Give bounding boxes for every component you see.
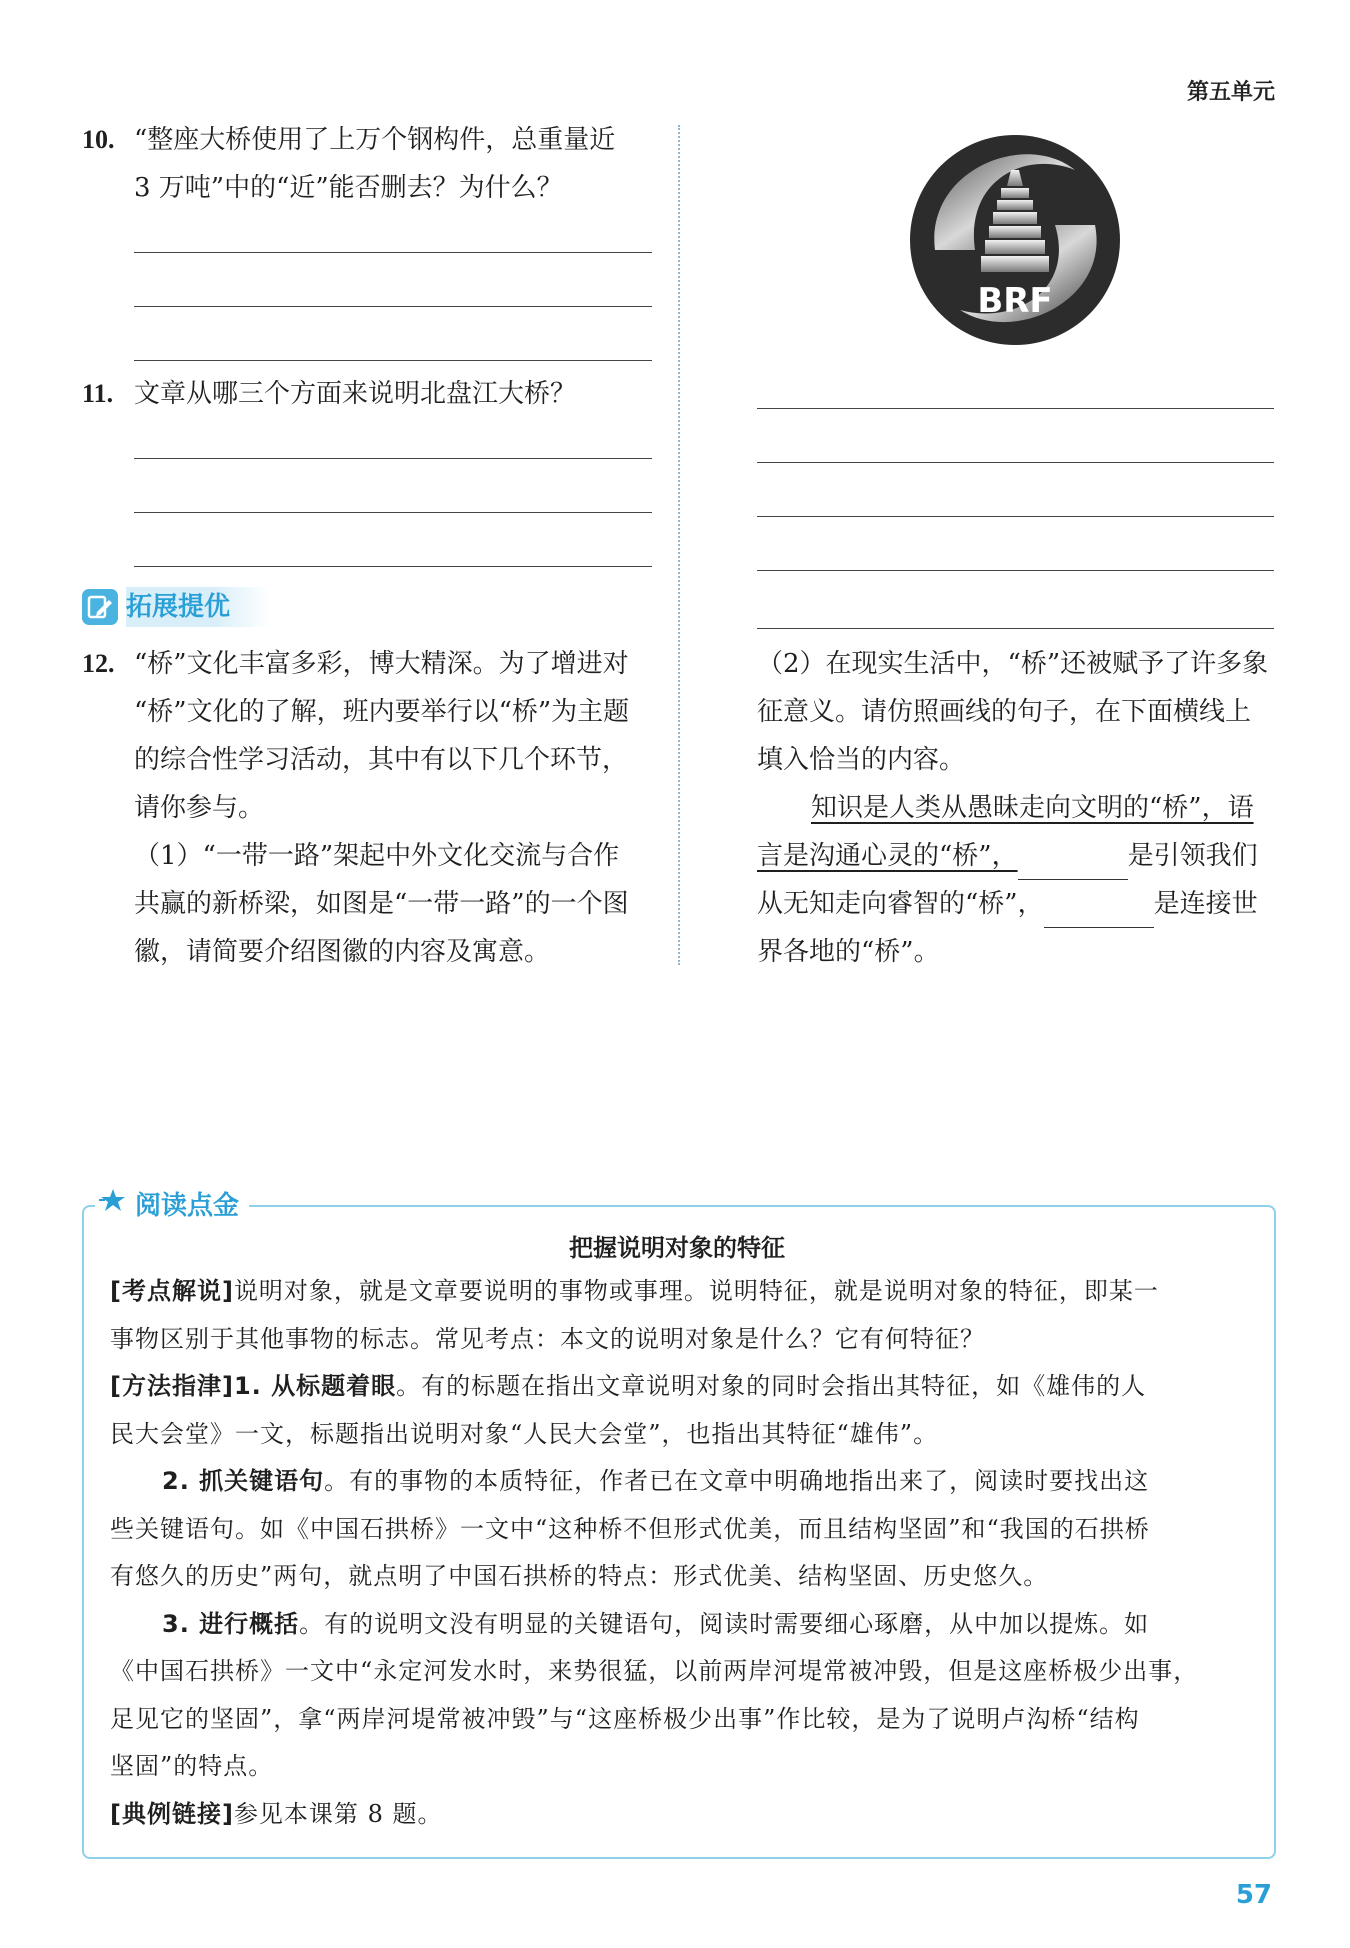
- pencil-icon: [82, 589, 118, 625]
- tag-label: [考点解说]: [110, 1277, 234, 1305]
- tag-label: [方法指津]: [110, 1372, 234, 1400]
- fill-blank[interactable]: [1018, 849, 1128, 880]
- question-text-line: 3 万吨”中的“近”能否删去？为什么？: [134, 173, 563, 203]
- question-text-line: “桥”文化的了解，班内要举行以“桥”为主题: [134, 697, 630, 727]
- sub-question-line: 共赢的新桥梁，如图是“一带一路”的一个图: [134, 889, 629, 919]
- tips-text: 。有的事物的本质特征，作者已在文章中明确地指出来了，阅读时要找出这: [324, 1467, 1150, 1495]
- answer-line[interactable]: [134, 252, 652, 253]
- reading-tips-header: [95, 1185, 249, 1222]
- answer-line[interactable]: [757, 628, 1274, 629]
- question-text-line: “桥”文化丰富多彩，博大精深。为了增进对: [134, 649, 629, 679]
- question-text: 文章从哪三个方面来说明北盘江大桥？: [134, 379, 577, 409]
- answer-line[interactable]: [757, 408, 1274, 409]
- tips-text: 些关键语句。如《中国石拱桥》一文中“这种桥不但形式优美，而且结构坚固”和“我国的石拱桥: [110, 1514, 1150, 1543]
- answer-line[interactable]: [134, 458, 652, 459]
- answer-line[interactable]: [134, 566, 652, 567]
- unit-label: 第五单元: [1186, 80, 1275, 105]
- text-segment: 从无知走向睿智的“桥”，: [757, 889, 1044, 919]
- tips-text: 坚固”的特点。: [110, 1752, 274, 1780]
- answer-line[interactable]: [134, 512, 652, 513]
- question-number: 10.: [82, 125, 115, 154]
- fill-blank[interactable]: [1044, 897, 1154, 928]
- answer-line[interactable]: [757, 462, 1274, 463]
- sub-question-line: （1）“一带一路”架起中外文化交流与合作: [134, 841, 620, 871]
- question-text-line: 请你参与。: [134, 793, 265, 823]
- question-12: [82, 640, 672, 976]
- tips-text: 说明对象，就是文章要说明的事物或事理。说明特征，就是说明对象的特征，即某一: [233, 1277, 1159, 1305]
- section-title: 拓展提优: [126, 587, 270, 627]
- tag-label: [典例链接]: [110, 1799, 234, 1828]
- column-divider: [678, 125, 680, 965]
- sub-question-line: 填入恰当的内容。: [757, 745, 966, 775]
- section-header: [82, 585, 270, 629]
- tips-text: 事物区别于其他事物的标志。常见考点：本文的说明对象是什么？它有何特征？: [110, 1324, 985, 1353]
- answer-line[interactable]: [134, 360, 652, 361]
- question-text-line: 的综合性学习活动，其中有以下几个环节，: [134, 745, 629, 775]
- tips-text: 《中国石拱桥》一文中“永定河发水时，来势很猛，以前两岸河堤常被冲毁，但是这座桥极少出事，: [110, 1657, 1199, 1685]
- reading-tips-title: 阅读点金: [135, 1191, 240, 1221]
- question-number: 12.: [82, 649, 115, 678]
- tips-content: [110, 1268, 1250, 1838]
- method-heading: 2. 抓关键语句: [162, 1467, 325, 1495]
- sub-question-2: [757, 640, 1287, 976]
- text-segment: 是引领我们: [1127, 841, 1258, 871]
- page-number: 57: [1235, 1880, 1272, 1910]
- method-heading: 1. 从标题着眼: [233, 1372, 397, 1400]
- tips-text: 民大会堂》一文，标题指出说明对象“人民大会堂”，也指出其特征“雄伟”。: [110, 1419, 939, 1448]
- logo-text: BRF: [977, 281, 1053, 321]
- answer-line[interactable]: [134, 306, 652, 307]
- sub-question-line: 征意义。请仿照画线的句子，在下面横线上: [757, 697, 1252, 727]
- tips-text: 有悠久的历史”两句，就点明了中国石拱桥的特点：形式优美、结构坚固、历史悠久。: [110, 1562, 1049, 1590]
- tips-text: 。有的标题在指出文章说明对象的同时会指出其特征，如《雄伟的人: [396, 1372, 1147, 1400]
- tips-text: 参见本课第 8 题。: [233, 1799, 443, 1828]
- question-text-line: “整座大桥使用了上万个钢构件，总重量近: [134, 125, 616, 155]
- example-sentence: 言是沟通心灵的“桥”，: [757, 841, 1018, 871]
- answer-line[interactable]: [757, 570, 1274, 571]
- question-10: [82, 116, 662, 212]
- sub-question-line: （2）在现实生活中，“桥”还被赋予了许多象: [757, 649, 1269, 679]
- sub-question-line: 徽，请简要介绍图徽的内容及寓意。: [134, 937, 551, 967]
- method-heading: 3. 进行概括: [162, 1609, 300, 1638]
- text-segment: 是连接世: [1153, 889, 1258, 919]
- belt-road-logo: [905, 130, 1125, 350]
- example-sentence: 知识是人类从愚昧走向文明的“桥”，语: [811, 793, 1254, 823]
- question-11: [82, 370, 662, 418]
- question-number: 11.: [82, 379, 114, 408]
- tips-text: 。有的说明文没有明显的关键语句，阅读时需要细心琢磨，从中加以提炼。如: [299, 1609, 1150, 1638]
- tips-text: 足见它的坚固”，拿“两岸河堤常被冲毁”与“这座桥极少出事”作比较，是为了说明卢沟桥“结构: [110, 1704, 1140, 1733]
- text-segment: 界各地的“桥”。: [757, 937, 940, 967]
- star-icon: [99, 1187, 129, 1220]
- answer-line[interactable]: [757, 516, 1274, 517]
- tips-topic-title: 把握说明对象的特征: [569, 1234, 785, 1262]
